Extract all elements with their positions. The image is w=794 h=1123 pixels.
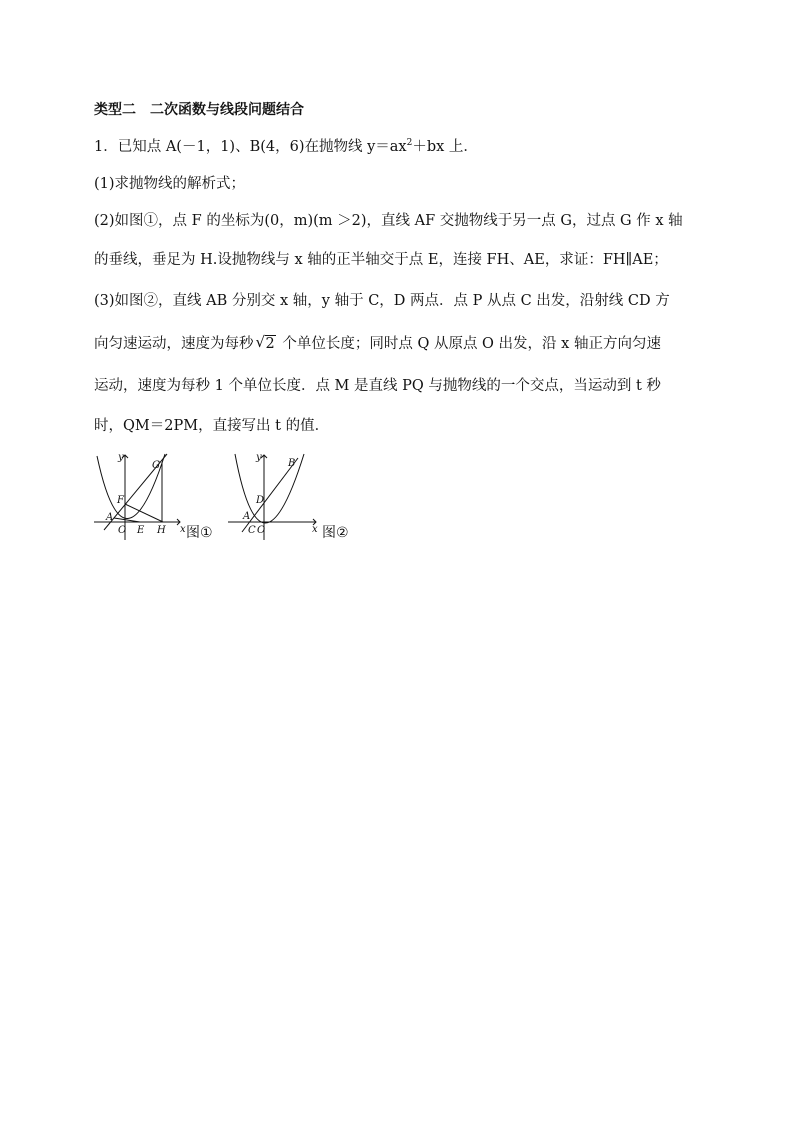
part-3-line-2-text-a: 向匀速运动，速度为每秒 — [94, 336, 254, 352]
problem-stem-text-a: 1．已知点 A(－1，1)、B(4，6)在抛物线 y＝ax — [94, 139, 407, 155]
problem-stem-text-b: ＋bx 上． — [412, 139, 478, 155]
figure-1-caption: 图① — [186, 525, 213, 541]
sqrt-expression — [256, 334, 276, 354]
radical-sign: √ — [255, 333, 266, 351]
part-3-line-1: (3)如图②，直线 AB 分别交 x 轴，y 轴于 C，D 两点．点 P 从点 C 出发，沿射线 CD 方 — [94, 293, 670, 309]
label-g: G — [152, 460, 160, 471]
label-o: O — [257, 525, 266, 536]
figure-1 — [94, 452, 224, 547]
exponent: 2 — [406, 138, 413, 148]
part-3-line-3: 运动，速度为每秒 1 个单位长度．点 M 是直线 PQ 与抛物线的一个交点，当运动到 t 秒 — [94, 378, 661, 394]
figure-1-graph — [94, 452, 190, 542]
radicand: 2 — [265, 336, 275, 352]
line-ab — [242, 458, 298, 532]
label-d: D — [256, 495, 265, 506]
figure-2-graph — [228, 452, 324, 542]
label-h: H — [157, 525, 166, 536]
problem-stem — [94, 137, 478, 157]
line-fh — [125, 504, 163, 522]
label-a: A — [106, 512, 114, 523]
label-x: x — [180, 524, 186, 535]
label-y: y — [118, 452, 124, 463]
label-c: C — [248, 525, 256, 536]
part-3-line-2 — [94, 334, 661, 354]
label-a: A — [243, 511, 251, 522]
part-3-line-2-text-b: 个单位长度；同时点 Q 从原点 O 出发，沿 x 轴正方向匀速 — [277, 336, 661, 352]
label-o: O — [118, 525, 127, 536]
label-e: E — [137, 525, 145, 536]
label-x: x — [312, 524, 318, 535]
label-f: F — [117, 495, 124, 506]
section-heading: 类型二 二次函数与线段问题结合 — [94, 102, 304, 118]
part-2-line-1: (2)如图①，点 F 的坐标为(0，m)(m ＞2)，直线 AF 交抛物线于另一点 G，过点 G 作 x 轴 — [94, 213, 683, 229]
figure-2 — [228, 452, 358, 547]
part-2-line-2: 的垂线，垂足为 H.设抛物线与 x 轴的正半轴交于点 E，连接 FH、AE，求证：FH∥AE； — [94, 252, 668, 268]
figure-2-caption: 图② — [322, 525, 349, 541]
label-b: B — [288, 458, 296, 469]
part-3-line-4: 时，QM＝2PM，直接写出 t 的值． — [94, 418, 330, 434]
label-y: y — [256, 452, 262, 463]
part-1: (1)求抛物线的解析式； — [94, 176, 246, 192]
